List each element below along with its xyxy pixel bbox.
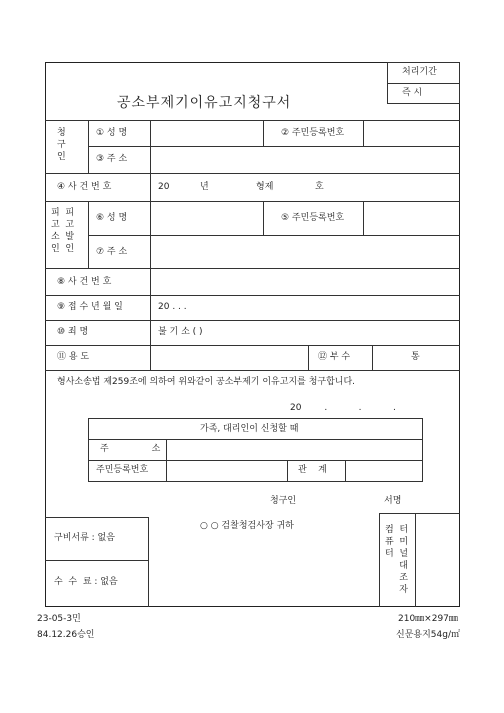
case-year-suffix: 년 bbox=[200, 182, 209, 192]
case-hyeongje: 형제 bbox=[256, 182, 274, 192]
copies-unit: 통 bbox=[411, 352, 420, 362]
case-year: 20 bbox=[158, 182, 170, 192]
address-label-3: ③ 주 소 bbox=[96, 154, 128, 164]
sign-label: 서명 bbox=[384, 496, 402, 506]
received-date-value: 20 . . . bbox=[158, 302, 187, 312]
family-address-label: 주 소 bbox=[100, 444, 161, 454]
family-regnum-label: 주민등록번호 bbox=[96, 465, 149, 475]
footer-paper: 신문용지54g/㎡ bbox=[396, 630, 460, 640]
suspect-label: 피 피 고 고 소 발 인 인 bbox=[51, 208, 75, 254]
name-label-6: ⑥ 성 명 bbox=[96, 213, 128, 223]
processing-period-label: 처리기간 bbox=[402, 67, 437, 77]
required-docs: 구비서류 : 없음 bbox=[54, 533, 115, 543]
case-number-label-8: ⑧ 사 건 번 호 bbox=[57, 277, 112, 287]
computer-check-label: 컴 터 퓨 미 터 널 대 조 자 bbox=[385, 525, 409, 595]
processing-period-value: 즉 시 bbox=[402, 88, 423, 98]
claimant-label: 청 구 인 bbox=[57, 128, 66, 162]
claimant-sign-label: 청구인 bbox=[270, 496, 297, 506]
form-title: 공소부제기이유고지청구서 bbox=[117, 95, 292, 111]
regnum-label-5: ⑤ 주민등록번호 bbox=[281, 213, 345, 223]
family-header: 가족, 대리인이 신청할 때 bbox=[200, 424, 299, 434]
received-date-label: ⑨ 접 수 년 월 일 bbox=[57, 302, 123, 312]
date-line: 20 . . . bbox=[290, 403, 396, 413]
address-label-7: ⑦ 주 소 bbox=[96, 247, 128, 257]
copies-label: ⑫ 부 수 bbox=[318, 352, 351, 362]
footer-code: 23-05-3민 bbox=[37, 614, 81, 624]
case-ho: 호 bbox=[315, 182, 324, 192]
statement: 형사소송법 제259조에 의하여 위와같이 공소부제기 이유고지를 청구합니다. bbox=[57, 377, 356, 387]
fee: 수 수 료 : 없음 bbox=[54, 577, 118, 587]
purpose-label: ⑪ 용 도 bbox=[57, 352, 90, 362]
family-relation-label: 관 계 bbox=[298, 465, 327, 475]
case-number-label: ④ 사 건 번 호 bbox=[57, 182, 112, 192]
footer-approval: 84.12.26승인 bbox=[37, 630, 95, 640]
footer-size: 210㎜×297㎜ bbox=[398, 614, 458, 624]
recipient: ○ ○ 검찰청검사장 귀하 bbox=[200, 521, 294, 531]
regnum-label-2: ② 주민등록번호 bbox=[281, 128, 345, 138]
crime-label: ⑩ 죄 명 bbox=[57, 327, 89, 337]
name-label-1: ① 성 명 bbox=[96, 128, 128, 138]
crime-value: 불 기 소 ( ) bbox=[158, 327, 203, 337]
